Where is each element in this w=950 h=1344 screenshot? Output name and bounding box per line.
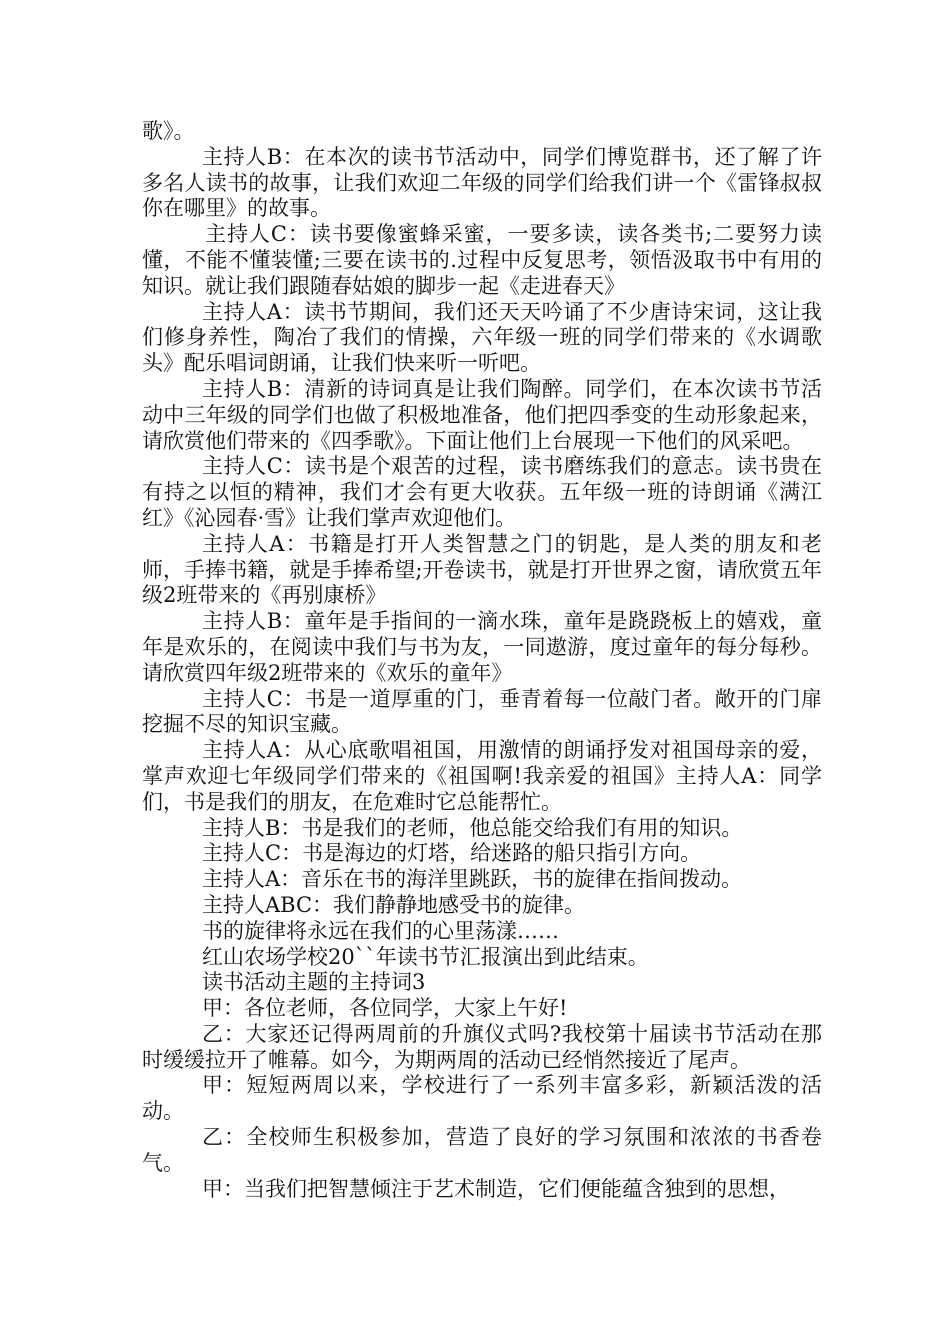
paragraph-host-a-4: 主持人A：音乐在书的海洋里跳跃，书的旋律在指间拨动。 <box>202 867 743 892</box>
section-heading: 读书活动主题的主持词3 <box>202 970 426 995</box>
paragraph-host-b-3: 主持人B：童年是手指间的一滴水珠，童年是跷跷板上的嬉戏，童年是欢乐的，在阅读中我们与书为友，一同遨游，度过童年的每分每秒。请欣赏四年级2班带来的《欢乐的童年》 <box>142 609 822 685</box>
document-page <box>142 119 822 1202</box>
paragraph-yi-2: 乙：全校师生积极参加，营造了良好的学习氛围和浓浓的书香卷气。 <box>142 1125 822 1175</box>
paragraph-host-c-3: 主持人C：书是一道厚重的门，垂青着每一位敲门者。敞开的门扉挖掘不尽的知识宝藏。 <box>142 686 822 737</box>
paragraph-host-b-4: 主持人B：书是我们的老师，他总能交给我们有用的知识。 <box>202 815 743 840</box>
paragraph-jia-2: 甲：短短两周以来，学校进行了一系列丰富多彩，新颖活泼的活动。 <box>142 1073 822 1124</box>
paragraph-host-c-4: 主持人C：书是海边的灯塔，给迷路的船只指引方向。 <box>202 841 702 866</box>
paragraph-host-a-2: 主持人A：书籍是打开人类智慧之门的钥匙，是人类的朋友和老师，手捧书籍，就是手捧希望;开卷读书，就是打开世界之窗，请欣赏五年级2班带来的《再别康桥》 <box>142 531 822 608</box>
paragraph-host-c-2: 主持人C：读书是个艰苦的过程，读书磨练我们的意志。读书贵在有持之以恒的精神，我们才会有更大收获。五年级一班的诗朗诵《满江红》《沁园春·雪》让我们掌声欢迎他们。 <box>142 454 822 530</box>
paragraph-jia-3: 甲：当我们把智慧倾注于艺术制造，它们便能蕴含独到的思想， <box>202 1176 790 1201</box>
paragraph-host-a-3: 主持人A：从心底歌唱祖国，用激情的朗诵抒发对祖国母亲的爱，掌声欢迎七年级同学们带来的《祖国啊!我亲爱的祖国》主持人A：同学们，书是我们的朋友，在危难时它总能帮忙。 <box>142 738 822 814</box>
paragraph-host-a-1: 主持人A：读书节期间，我们还天天吟诵了不少唐诗宋词，这让我们修身养性，陶冶了我们的情操，六年级一班的同学们带来的《水调歌头》配乐唱词朗诵，让我们快来听一听吧。 <box>142 299 822 376</box>
paragraph-closing-1: 书的旋律将永远在我们的心里荡漾…… <box>202 918 559 943</box>
paragraph-host-abc: 主持人ABC：我们静静地感受书的旋律。 <box>202 892 586 917</box>
paragraph-jia-1: 甲：各位老师，各位同学，大家上午好! <box>202 996 568 1021</box>
paragraph-host-c-1: 主持人C：读书要像蜜蜂采蜜，一要多读，读各类书;二要努力读懂，不能不懂装懂;三要在读书的.过程中反复思考，领悟汲取书中有用的知识。就让我们跟随春姑娘的脚步一起《走进春天》 <box>142 222 822 298</box>
paragraph-continuation: 歌》。 <box>142 119 195 143</box>
paragraph-host-b-2: 主持人B：清新的诗词真是让我们陶醉。同学们，在本次读书节活动中三年级的同学们也做了积极地准备，他们把四季变的生动形象起来，请欣赏他们带来的《四季歌》。下面让他们上台展现一下他们的风采吧。 <box>142 376 822 453</box>
paragraph-closing-2: 红山农场学校20``年读书节汇报演出到此结束。 <box>202 944 649 969</box>
paragraph-host-b-1: 主持人B：在本次的读书节活动中，同学们博览群书，还了解了许多名人读书的故事，让我们欢迎二年级的同学们给我们讲一个《雷锋叔叔你在哪里》的故事。 <box>142 144 822 221</box>
paragraph-yi-1: 乙：大家还记得两周前的升旗仪式吗?我校第十届读书节活动在那时缓缓拉开了帷幕。如今，为期两周的活动已经悄然接近了尾声。 <box>142 1021 822 1072</box>
